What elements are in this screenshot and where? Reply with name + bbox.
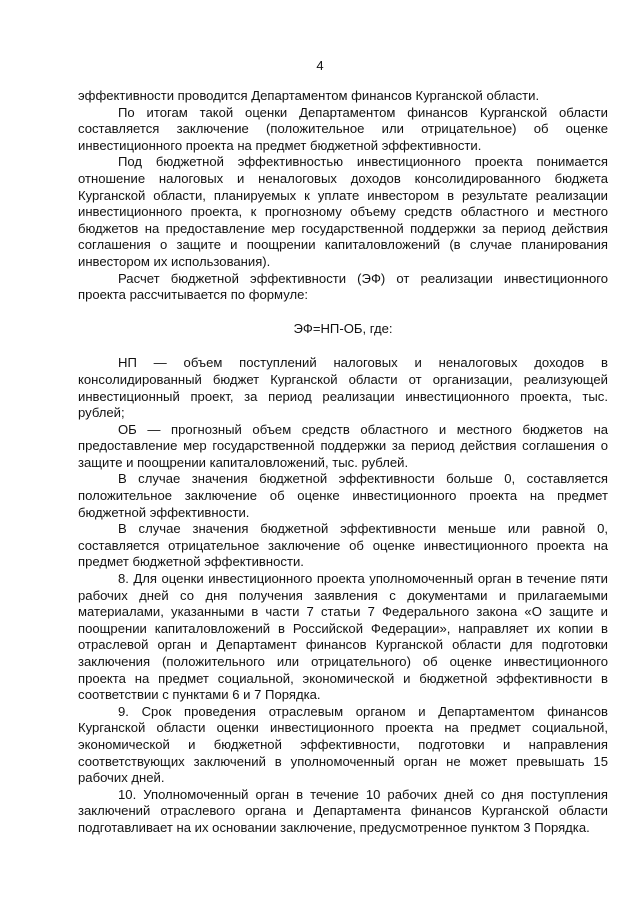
paragraph-item-10: 10. Уполномоченный орган в течение 10 рабочих дней со дня поступления заключений отраслевого органа и Департамента финансов Курганской области подготавливает на их основании заключение, предусмотренное пунктом 3 Порядка. [78,786,608,835]
formula: ЭФ=НП-ОБ, где: [293,320,393,336]
paragraph: По итогам такой оценки Департаментом финансов Курганской области составляется заключение (положительное или отрицательное) об оценке инвестиционного проекта на предмет бюджетной эффективности. [78,104,608,153]
paragraph: В случае значения бюджетной эффективности меньше или равной 0, составляется отрицательное заключение об оценке инвестиционного проекта на предмет бюджетной эффективности. [78,521,608,570]
paragraph: В случае значения бюджетной эффективности больше 0, составляется положительное заключение об оценке инвестиционного проекта на предмет бюджетной эффективности. [78,471,608,520]
definition-ob: ОБ — прогнозный объем средств областного и местного бюджетов на предоставление мер государственной поддержки за период действия соглашения о защите и поощрении капиталовложений, тыс. рублей. [78,421,608,470]
paragraph: эффективности проводится Департаментом финансов Курганской области. [78,88,540,103]
definition-np: НП — объем поступлений налоговых и неналоговых доходов в консолидированный бюджет Курганской области от организации, реализующей инвестиционный проект, за период реализации инвестиционного проекта, тыс. рублей; [78,355,608,421]
document-body [78,88,608,837]
paragraph-item-9: 9. Срок проведения отраслевым органом и Департаментом финансов Курганской области оценки инвестиционного проекта на предмет социальной, экономической и бюджетной эффективности, подготовки и направления соответствующих заключений в уполномоченный орган не может превышать 15 рабочих дней. [78,703,608,786]
paragraph-item-8: 8. Для оценки инвестиционного проекта уполномоченный орган в течение пяти рабочих дней со дня получения заявления с документами и прилагаемыми материалами, указанными в части 7 статьи 7 Федерального закона «О защите и поощрении капиталовложений в Российской Федерации», направляет их копии в отраслевой орган и Департамент финансов Курганской области для подготовки заключения (положительного или отрицательного) об оценке инвестиционного проекта на предмет социальной, экономической и бюджетной эффективности в соответствии с пунктами 6 и 7 Порядка. [78,571,608,703]
paragraph: Расчет бюджетной эффективности (ЭФ) от реализации инвестиционного проекта рассчитывается по формуле: [78,270,608,303]
page-number: 4 [316,58,324,73]
paragraph: Под бюджетной эффективностью инвестиционного проекта понимается отношение налоговых и неналоговых доходов консолидированного бюджета Курганской области, планируемых к уплате инвестором в результате реализации инвестиционного проекта, к прогнозному объему средств областного и местного бюджетов на предоставление мер государственной поддержки за период действия соглашения о защите и поощрении капиталовложений (в случае планирования инвестором их использования). [78,154,608,269]
